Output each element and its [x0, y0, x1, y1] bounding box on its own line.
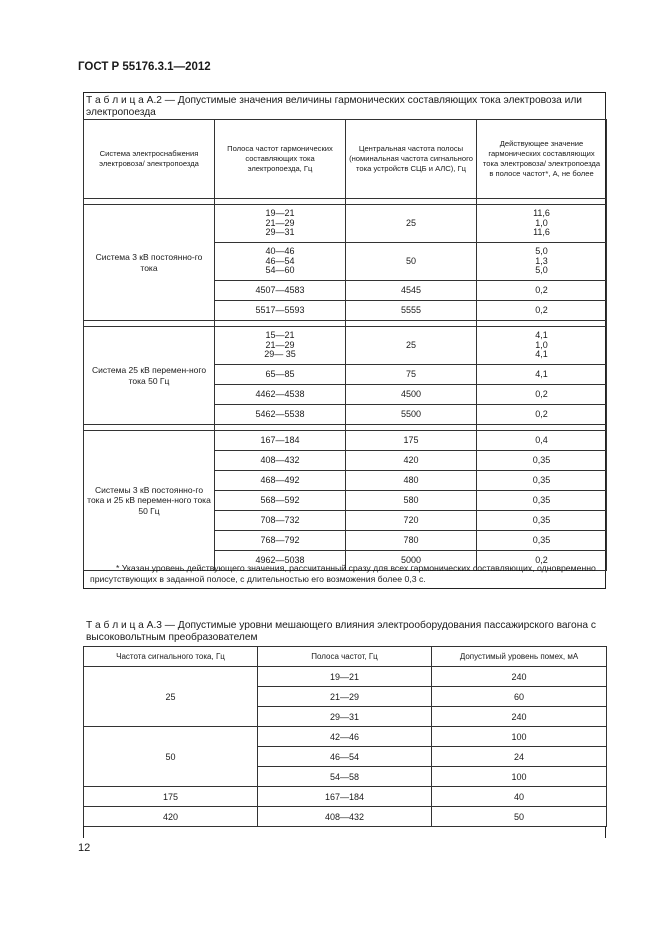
table-a2-value-cell-line: 4,1: [535, 329, 548, 340]
table-a2-footnote-text: * Указан уровень действующего значения, рассчитанный сразу для всех гармонических составляющих, одновременно присутствующих в заданной полосе, с длительностью его возможения более 0,3 с.: [90, 563, 596, 584]
table-a3-band-cell: 408—432: [258, 807, 432, 827]
table-a2-band-cell-line: 568—592: [260, 494, 300, 505]
table-a2-value-cell-line: 4,1: [535, 368, 548, 379]
table-a2-center-cell: 25: [346, 327, 477, 365]
table-a2-band-cell-line: 19—21: [265, 207, 295, 218]
table-a2-value-cell: [477, 243, 607, 281]
table-a3-level-cell: 240: [432, 707, 607, 727]
table-a3-header-level: Допустимый уровень помех, мА: [432, 647, 607, 667]
table-a2-band-cell: [215, 243, 346, 281]
table-a2-value-cell: [477, 531, 607, 551]
table-a2-band-cell: [215, 471, 346, 491]
table-a2-band-cell: [215, 301, 346, 321]
table-a2-center-cell: 420: [346, 451, 477, 471]
table-a2-band-cell-line: 54—60: [265, 265, 295, 276]
table-a2-value-cell: [477, 385, 607, 405]
table-a2-header-system: Система электроснабжения электровоза/ электропоезда: [84, 120, 215, 199]
table-row: [84, 787, 607, 807]
table-a3-header-freq: Частота сигнального тока, Гц: [84, 647, 258, 667]
table-a2-band-cell-line: 21—29: [265, 339, 295, 350]
table-a3-level-cell: 40: [432, 787, 607, 807]
table-a2-band-cell: [215, 327, 346, 365]
table-row: [84, 205, 607, 243]
table-a2-value-cell-line: 0,35: [532, 514, 551, 525]
table-a2-value-cell-line: 0,2: [535, 304, 548, 315]
table-a2-value-cell-line: 0,35: [532, 454, 551, 465]
table-a2-band-cell: [215, 405, 346, 425]
table-a2-band-cell-line: 4962—5038: [255, 554, 305, 565]
table-a2-band-cell-line: 40—46: [265, 245, 295, 256]
table-row: [84, 807, 607, 827]
table-a2-band-cell-line: 4507—4583: [255, 284, 305, 295]
table-a3-band-cell: 21—29: [258, 687, 432, 707]
table-a2-value-cell-line: 0,2: [535, 388, 548, 399]
table-a2-value-cell-line: 0,2: [535, 408, 548, 419]
table-a2-center-cell: 5555: [346, 301, 477, 321]
table-a2-header-band: Полоса частот гармонических составляющих тока электропоезда, Гц: [215, 120, 346, 199]
table-a2-value-cell-line: 5,0: [535, 265, 548, 276]
table-a2-band-cell-line: 5462—5538: [255, 408, 305, 419]
table-a3-freq-cell: 420: [84, 807, 258, 827]
table-a2-value-cell: [477, 281, 607, 301]
table-a2-center-cell: 25: [346, 205, 477, 243]
table-a3-level-cell: 240: [432, 667, 607, 687]
table-a2-band-cell: [215, 431, 346, 451]
table-a2-band-cell-line: 768—792: [260, 534, 300, 545]
table-a2-value-cell: [477, 301, 607, 321]
table-a2-band-cell: [215, 451, 346, 471]
table-a2-value-cell-line: 0,4: [535, 434, 548, 445]
table-a2-center-cell: 580: [346, 491, 477, 511]
table-a2-value-cell-line: 11,6: [533, 207, 550, 218]
table-a2-band-cell-line: 167—184: [260, 434, 300, 445]
table-a2-center-cell: 5000: [346, 551, 477, 571]
table-row: [84, 727, 607, 747]
table-a3-level-cell: 100: [432, 727, 607, 747]
table-a3-level-cell: 24: [432, 747, 607, 767]
table-a3-freq-cell: 50: [84, 727, 258, 787]
table-a2-band-cell-line: 46—54: [265, 255, 295, 266]
table-a2-header-value: Действующее значение гармонических составляющих тока электровоза/ электропоезда в полосе частот*, А, не более: [477, 120, 607, 199]
table-a2-value-cell-line: 0,2: [535, 284, 548, 295]
table-a2-system-cell: Система 3 кВ постоянно-го тока: [84, 205, 215, 321]
table-a2-value-cell-line: 0,2: [535, 554, 548, 565]
table-a2-caption: Т а б л и ц а А.2 — Допустимые значения величины гармонических составляющих тока электровоза или электропоезда: [86, 95, 582, 118]
table-a2-footnote: [90, 563, 602, 585]
table-a2-band-cell-line: 21—29: [265, 217, 295, 228]
table-a2-header-center: Центральная частота полосы (номинальная частота сигнального тока устройств СЦБ и АЛС), Гц: [346, 120, 477, 199]
table-a2-value-cell-line: 0,35: [532, 534, 551, 545]
table-a2-value-cell-line: 5,0: [535, 245, 548, 256]
table-a2-band-cell-line: 5517—5593: [255, 304, 305, 315]
table-a2-band-cell-line: 15—21: [265, 329, 295, 340]
table-a2-system-cell: Система 25 кВ перемен-ного тока 50 Гц: [84, 327, 215, 425]
table-a3-level-cell: 50: [432, 807, 607, 827]
table-a3-band-cell: 19—21: [258, 667, 432, 687]
table-a2-value-cell-line: 11,6: [533, 227, 550, 238]
table-a2-band-cell: [215, 511, 346, 531]
table-a2: [83, 119, 607, 571]
table-a2-value-cell: [477, 451, 607, 471]
table-a2-band-cell-line: 4462—4538: [255, 388, 305, 399]
table-a2-center-cell: 4500: [346, 385, 477, 405]
table-a3-band-cell: 54—58: [258, 767, 432, 787]
table-a3-band-cell: 167—184: [258, 787, 432, 807]
table-a2-value-cell: [477, 327, 607, 365]
table-a3-band-cell: 29—31: [258, 707, 432, 727]
table-a3-continuation-left: [83, 826, 84, 838]
table-a3-level-cell: 60: [432, 687, 607, 707]
table-row: [84, 327, 607, 365]
table-a2-band-cell-line: 29— 35: [264, 349, 296, 360]
document-code: ГОСТ Р 55176.3.1—2012: [78, 61, 211, 73]
table-a3-band-cell: 42—46: [258, 727, 432, 747]
table-a2-value-cell-line: 1,0: [535, 339, 548, 350]
table-a3-header-band: Полоса частот, Гц: [258, 647, 432, 667]
table-a3-caption: Т а б л и ц а А.3 — Допустимые уровни мешающего влияния электрооборудования пассажирского вагона с высоковольтным преобразователем: [86, 620, 596, 643]
table-a2-system-cell: Системы 3 кВ постоянно-го тока и 25 кВ перемен-ного тока 50 Гц: [84, 431, 215, 571]
table-a2-center-cell: 5500: [346, 405, 477, 425]
table-a2-value-cell: [477, 511, 607, 531]
table-a3-freq-cell: 175: [84, 787, 258, 807]
table-a2-value-cell-line: 4,1: [535, 349, 548, 360]
table-a2-band-cell: [215, 491, 346, 511]
table-a2-band-cell-line: 65—85: [265, 368, 295, 379]
table-a2-value-cell: [477, 365, 607, 385]
table-a2-value-cell: [477, 405, 607, 425]
table-a2-center-cell: 480: [346, 471, 477, 491]
table-a2-band-cell: [215, 205, 346, 243]
table-a2-center-cell: 720: [346, 511, 477, 531]
table-a2-band-cell-line: 468—492: [260, 474, 300, 485]
table-a2-band-cell: [215, 531, 346, 551]
page-number: 12: [78, 842, 91, 854]
table-a3-level-cell: 100: [432, 767, 607, 787]
table-row: [84, 431, 607, 451]
table-a2-center-cell: 75: [346, 365, 477, 385]
table-a3-header-row: [84, 647, 607, 667]
table-a2-value-cell: [477, 491, 607, 511]
table-a2-header-row: [84, 120, 607, 199]
table-a2-center-cell: 50: [346, 243, 477, 281]
table-a2-band-cell: [215, 385, 346, 405]
table-a3-continuation-right: [605, 826, 606, 838]
table-a2-value-cell-line: 1,3: [535, 255, 548, 266]
table-a2-value-cell: [477, 471, 607, 491]
table-a3-freq-cell: 25: [84, 667, 258, 727]
table-a2-center-cell: 175: [346, 431, 477, 451]
table-a3-band-cell: 46—54: [258, 747, 432, 767]
table-a3: [83, 646, 607, 827]
table-a2-value-cell-line: 1,0: [535, 217, 548, 228]
table-a2-value-cell: [477, 431, 607, 451]
table-a2-band-cell-line: 708—732: [260, 514, 300, 525]
table-a2-value-cell-line: 0,35: [532, 474, 551, 485]
table-a2-value-cell: [477, 205, 607, 243]
table-a2-band-cell: [215, 365, 346, 385]
table-row: [84, 667, 607, 687]
table-a2-value-cell-line: 0,35: [532, 494, 551, 505]
table-a2-band-cell: [215, 281, 346, 301]
table-a2-center-cell: 4545: [346, 281, 477, 301]
table-a2-band-cell-line: 29—31: [265, 227, 295, 238]
table-a2-center-cell: 780: [346, 531, 477, 551]
table-a2-band-cell-line: 408—432: [260, 454, 300, 465]
